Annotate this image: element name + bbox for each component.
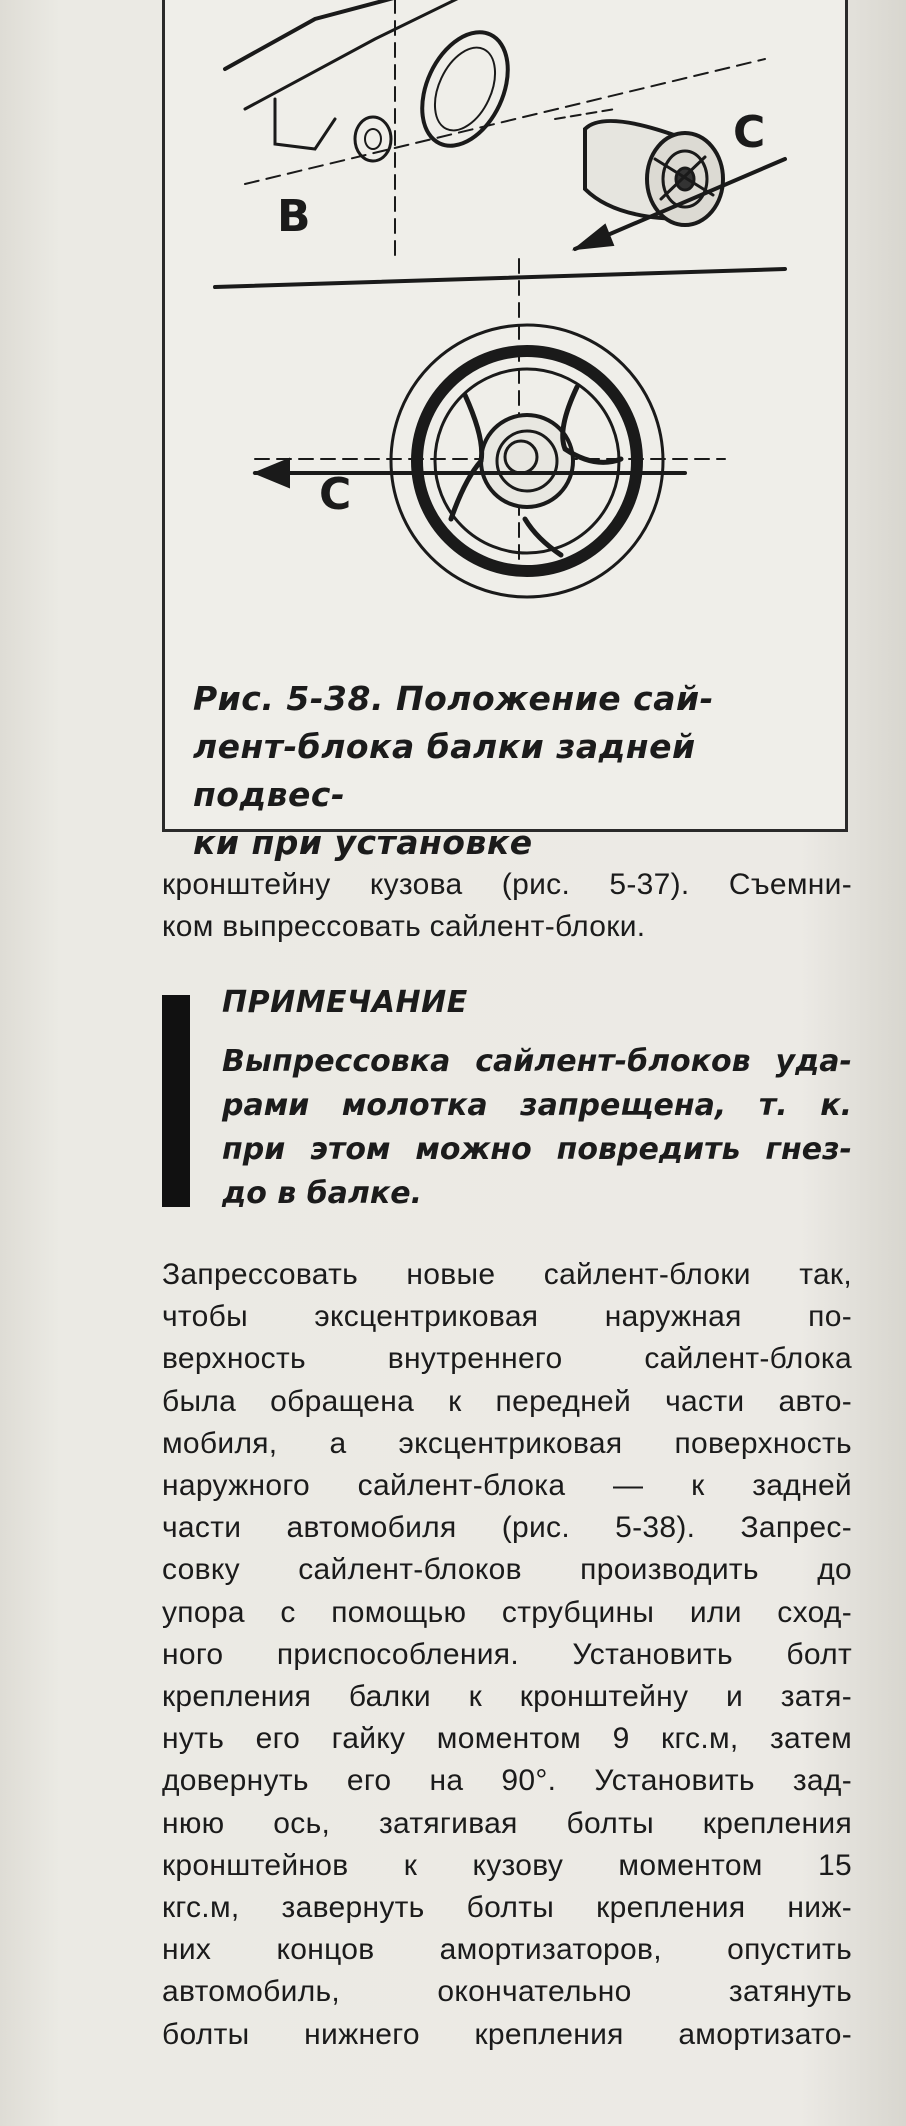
text-line: кгс.м, завернуть болты крепления ниж- [162, 1891, 852, 1925]
note-title: ПРИМЕЧАНИЕ [222, 985, 468, 1020]
text-line: крепления балки к кронштейну и затя- [162, 1680, 852, 1714]
text-line: нюю ось, затягивая болты крепления [162, 1806, 852, 1840]
text-line: совку сайлент-блоков производить до [162, 1553, 852, 1587]
note-line: при этом можно повредить гнез- [222, 1132, 852, 1167]
text-line: мобиля, а эксцентриковая поверхность [162, 1426, 852, 1460]
label-c-bottom: C [319, 469, 352, 520]
label-b: B [277, 191, 311, 242]
bracket-hole [355, 117, 391, 161]
text-line: ком выпрессовать сайлент-блоки. [162, 910, 646, 943]
text-line: кронштейнов к кузову моментом 15 [162, 1848, 852, 1882]
main-paragraph [162, 1254, 852, 2056]
text-line: болты нижнего крепления амортизато- [162, 2017, 852, 2051]
separator-line [215, 269, 785, 287]
note-body [222, 1040, 852, 1216]
beam-outline [225, 0, 405, 69]
text-line: верхность внутреннего сайлент-блока [162, 1342, 852, 1376]
text-line: нуть его гайку моментом 9 кгс.м, затем [162, 1722, 852, 1756]
text-line: упора с помощью струбцины или сход- [162, 1595, 852, 1629]
note-line: Выпрессовка сайлент-блоков уда- [222, 1044, 852, 1079]
text-line: ного приспособления. Установить болт [162, 1637, 852, 1671]
bracket-outline [275, 99, 335, 149]
text-line: Запрессовать новые сайлент-блоки так, [162, 1258, 852, 1291]
figure-caption [193, 675, 833, 867]
caption-line: ки при установке [193, 823, 533, 862]
intro-paragraph [162, 864, 852, 948]
note-line: до в балке. [222, 1176, 422, 1211]
text-line: чтобы эксцентриковая наружная по- [162, 1300, 852, 1334]
note-marker-bar [162, 995, 190, 1207]
caption-line: Рис. 5-38. Положение сай- [193, 679, 714, 718]
text-line: была обращена к передней части авто- [162, 1384, 852, 1418]
text-line: них концов амортизаторов, опустить [162, 1933, 852, 1967]
text-line: довернуть его на 90°. Установить зад- [162, 1764, 852, 1798]
note-line: рами молотка запрещена, т. к. [222, 1088, 852, 1123]
beam-eye [405, 19, 525, 160]
label-c-top: C [733, 107, 766, 158]
text-line: наружного сайлент-блока — к задней [162, 1469, 852, 1503]
text-line: кронштейну кузова (рис. 5-37). Съемни- [162, 868, 852, 901]
figure-5-38 [162, 0, 848, 862]
text-line: части автомобиля (рис. 5-38). Запрес- [162, 1511, 852, 1545]
text-line: автомобиль, окончательно затянуть [162, 1975, 852, 2009]
caption-line: лент-блока балки задней подвес- [193, 727, 696, 814]
